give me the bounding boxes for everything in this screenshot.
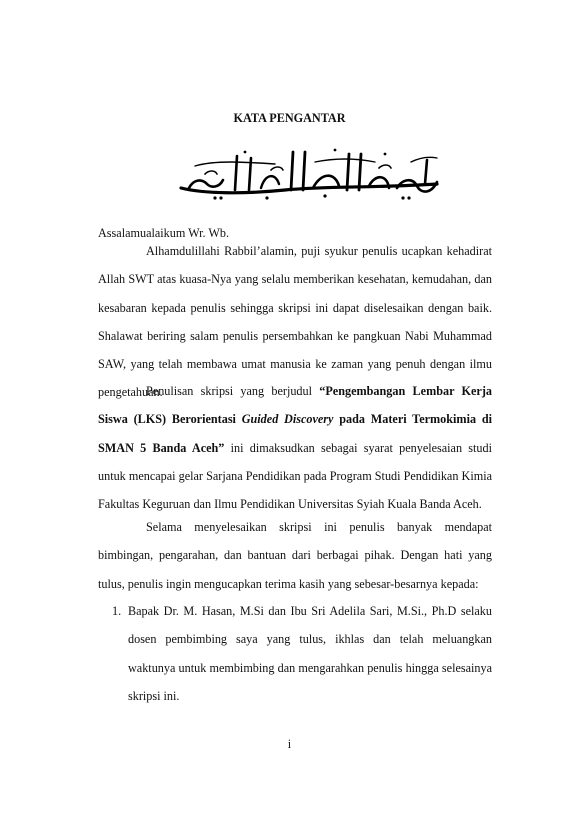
paragraph-thanks <box>98 513 492 598</box>
basmalah-calligraphy-image <box>175 144 451 202</box>
thesis-title-italic: Guided Discovery <box>241 412 334 427</box>
thesis-title-part: pada Materi Termokimia di SMAN 5 Banda Aceh” <box>98 412 492 455</box>
paragraph-text: Selama menyelesaikan skripsi ini penulis banyak mendapat bimbingan, pengarahan, dan bantuan dari berbagai pihak. Dengan hati yang tulus, penulis ingin mengucapkan terima kasih yang sebesar-besarnya kepada: <box>98 520 492 591</box>
calligraphy-drawing <box>175 144 451 202</box>
list-item <box>112 597 492 710</box>
paragraph-thesis-title <box>98 377 492 518</box>
list-item-text: Bapak Dr. M. Hasan, M.Si dan Ibu Sri Adelila Sari, M.Si., Ph.D selaku dosen pembimbing saya yang tulus, ikhlas dan telah meluangkan waktunya untuk membimbing dan mengarahkan penulis hingga selesainya skripsi ini. <box>128 604 492 703</box>
greeting: Assalamualaikum Wr. Wb. <box>98 226 230 240</box>
paragraph-lead: Penulisan skripsi yang berjudul <box>146 384 320 398</box>
list-number: 1. <box>112 604 122 618</box>
page-title: KATA PENGANTAR <box>233 111 346 125</box>
page-number: i <box>287 737 292 751</box>
thesis-title-part: “Pengembangan Lembar Kerja Siswa (LKS) Berorientasi <box>98 384 492 427</box>
paragraph-rest: ini dimaksudkan sebagai syarat penyelesaian studi untuk mencapai gelar Sarjana Pendidikan pada Program Studi Pendidikan Kimia Fakultas Keguruan dan Ilmu Pendidikan Universitas Syiah Kuala Banda Aceh. <box>98 440 493 512</box>
acknowledgement-list <box>112 597 492 710</box>
paragraph-text: Alhamdulillahi Rabbil’alamin, puji syukur penulis ucapkan kehadirat Allah SWT atas kuasa-Nya yang selalu memberikan kesehatan, kemudahan, dan kesabaran kepada penulis sehingga skripsi ini dapat diselesaikan dengan baik. Shalawat beriring salam penulis persembahkan ke pangkuan Nabi Muhammad SAW, yang telah membawa umat manusia ke zaman yang penuh dengan ilmu pengetahuan. <box>98 244 492 400</box>
